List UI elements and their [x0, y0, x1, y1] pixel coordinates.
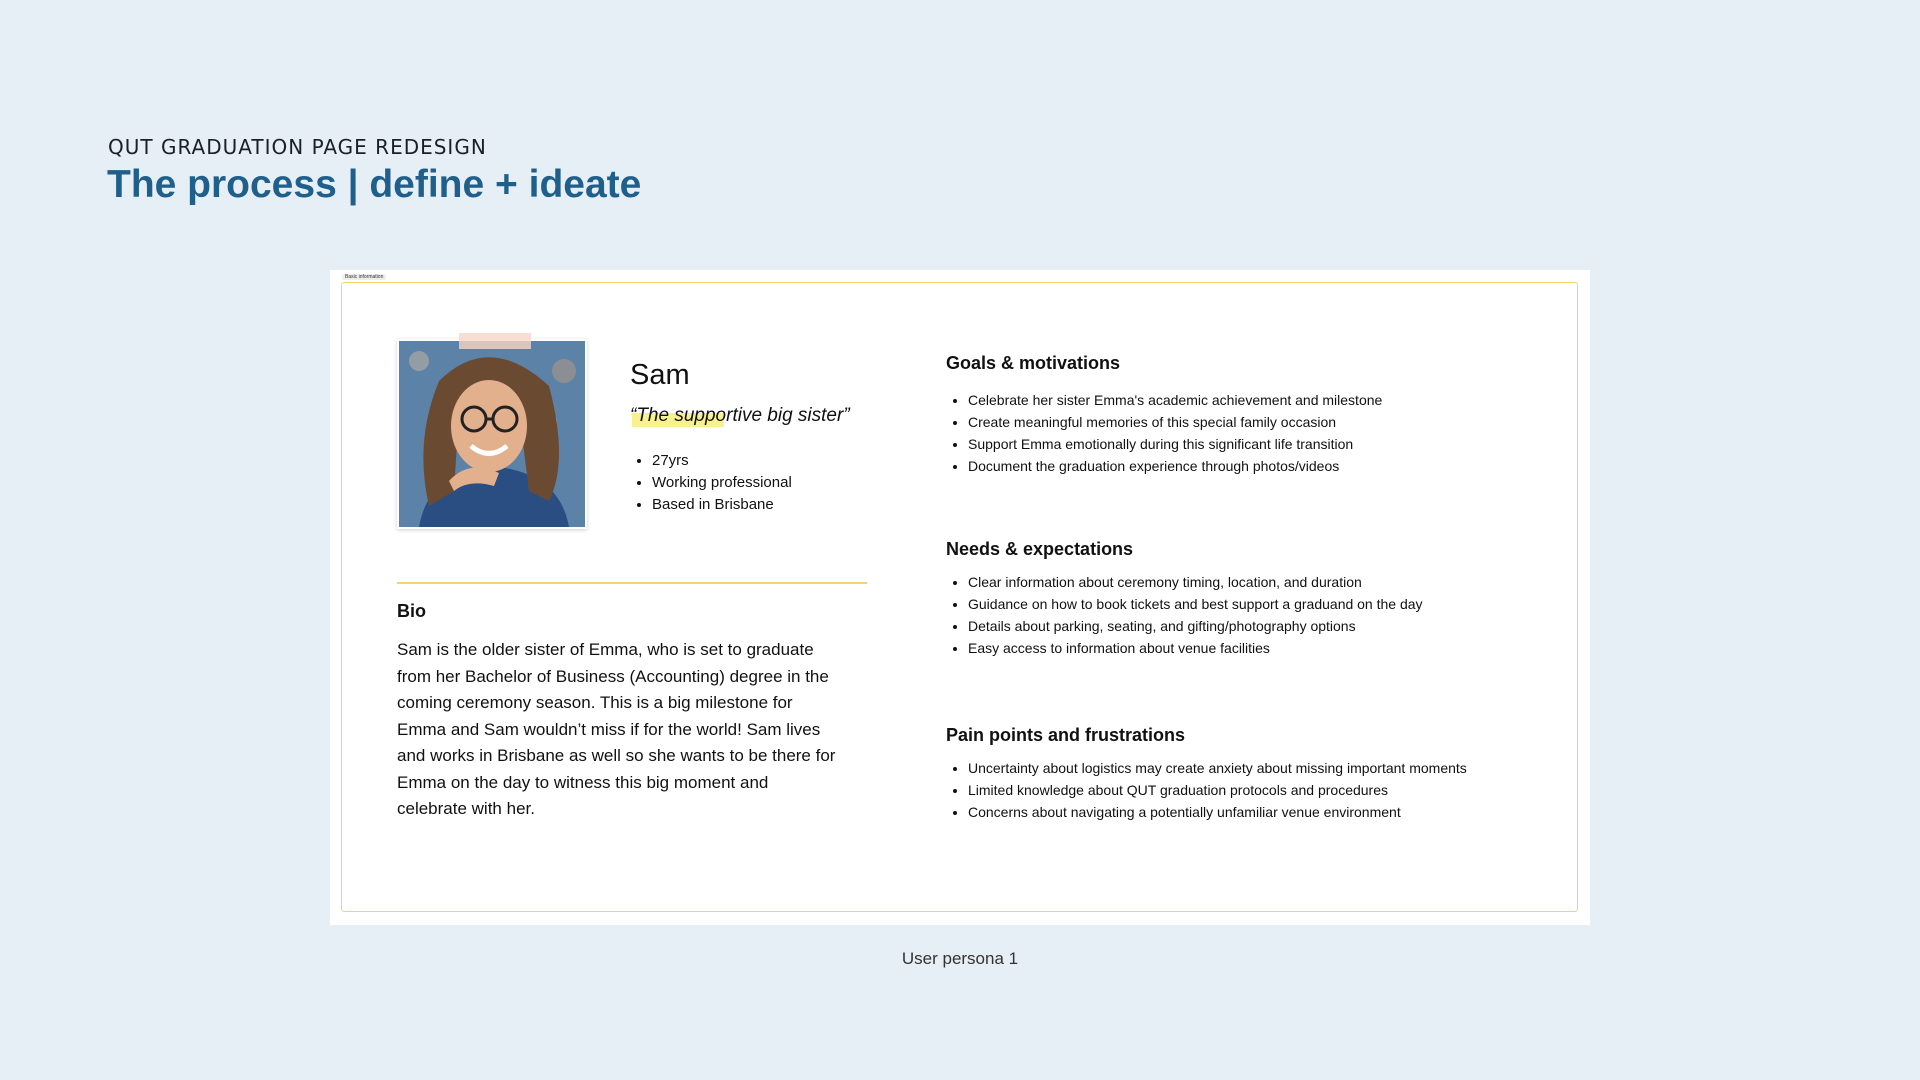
- persona-card: [341, 282, 1578, 912]
- pains-list: [946, 757, 1467, 823]
- persona-facts: [630, 450, 792, 516]
- frame-tag: Basic information: [342, 274, 386, 280]
- bio-heading: Bio: [397, 601, 426, 621]
- persona-quote: “The supportive big sister”: [630, 405, 850, 426]
- persona-name: Sam: [630, 359, 690, 391]
- needs-list: [946, 571, 1423, 659]
- figure-caption: User persona 1: [901, 949, 1019, 968]
- tape-decoration: [459, 333, 531, 349]
- page-title: The process | define + ideate: [107, 163, 642, 206]
- portrait-illustration: [399, 341, 585, 527]
- need-item: • Clear information about ceremony timing, location, and duration: [968, 571, 1423, 593]
- needs-heading: Needs & expectations: [946, 539, 1134, 559]
- fact-item: • Based in Brisbane: [652, 494, 792, 516]
- need-item: • Easy access to information about venue facilities: [968, 637, 1423, 659]
- persona-photo: [399, 341, 585, 527]
- bio-divider: [397, 582, 867, 584]
- goals-list: [946, 389, 1382, 477]
- goals-heading: Goals & motivations: [946, 353, 1121, 373]
- pain-item: • Uncertainty about logistics may create anxiety about missing important moments: [968, 757, 1467, 779]
- goal-item: • Document the graduation experience through photos/videos: [968, 455, 1382, 477]
- persona-board: [330, 270, 1590, 925]
- persona-photo-frame: [397, 339, 587, 529]
- eyebrow-label: QUT GRADUATION PAGE REDESIGN: [108, 135, 487, 159]
- pains-heading: Pain points and frustrations: [946, 725, 1186, 745]
- pain-item: • Concerns about navigating a potentially unfamiliar venue environment: [968, 801, 1467, 823]
- need-item: • Guidance on how to book tickets and best support a graduand on the day: [968, 593, 1423, 615]
- need-item: • Details about parking, seating, and gifting/photography options: [968, 615, 1423, 637]
- goal-item: • Celebrate her sister Emma's academic achievement and milestone: [968, 389, 1382, 411]
- fact-item: • Working professional: [652, 472, 792, 494]
- goal-item: • Create meaningful memories of this special family occasion: [968, 411, 1382, 433]
- goal-item: • Support Emma emotionally during this significant life transition: [968, 433, 1382, 455]
- pain-item: • Limited knowledge about QUT graduation protocols and procedures: [968, 779, 1467, 801]
- fact-item: • 27yrs: [652, 450, 792, 472]
- bio-text: Sam is the older sister of Emma, who is set to graduate from her Bachelor of Business (Accounting) degree in the coming ceremony season. This is a big milestone for Emma and Sam wouldn’t miss if for the world! Sam lives and works in Brisbane as well so she wants to be there for Emma on the day to witness this big moment and celebrate with her.: [397, 640, 836, 818]
